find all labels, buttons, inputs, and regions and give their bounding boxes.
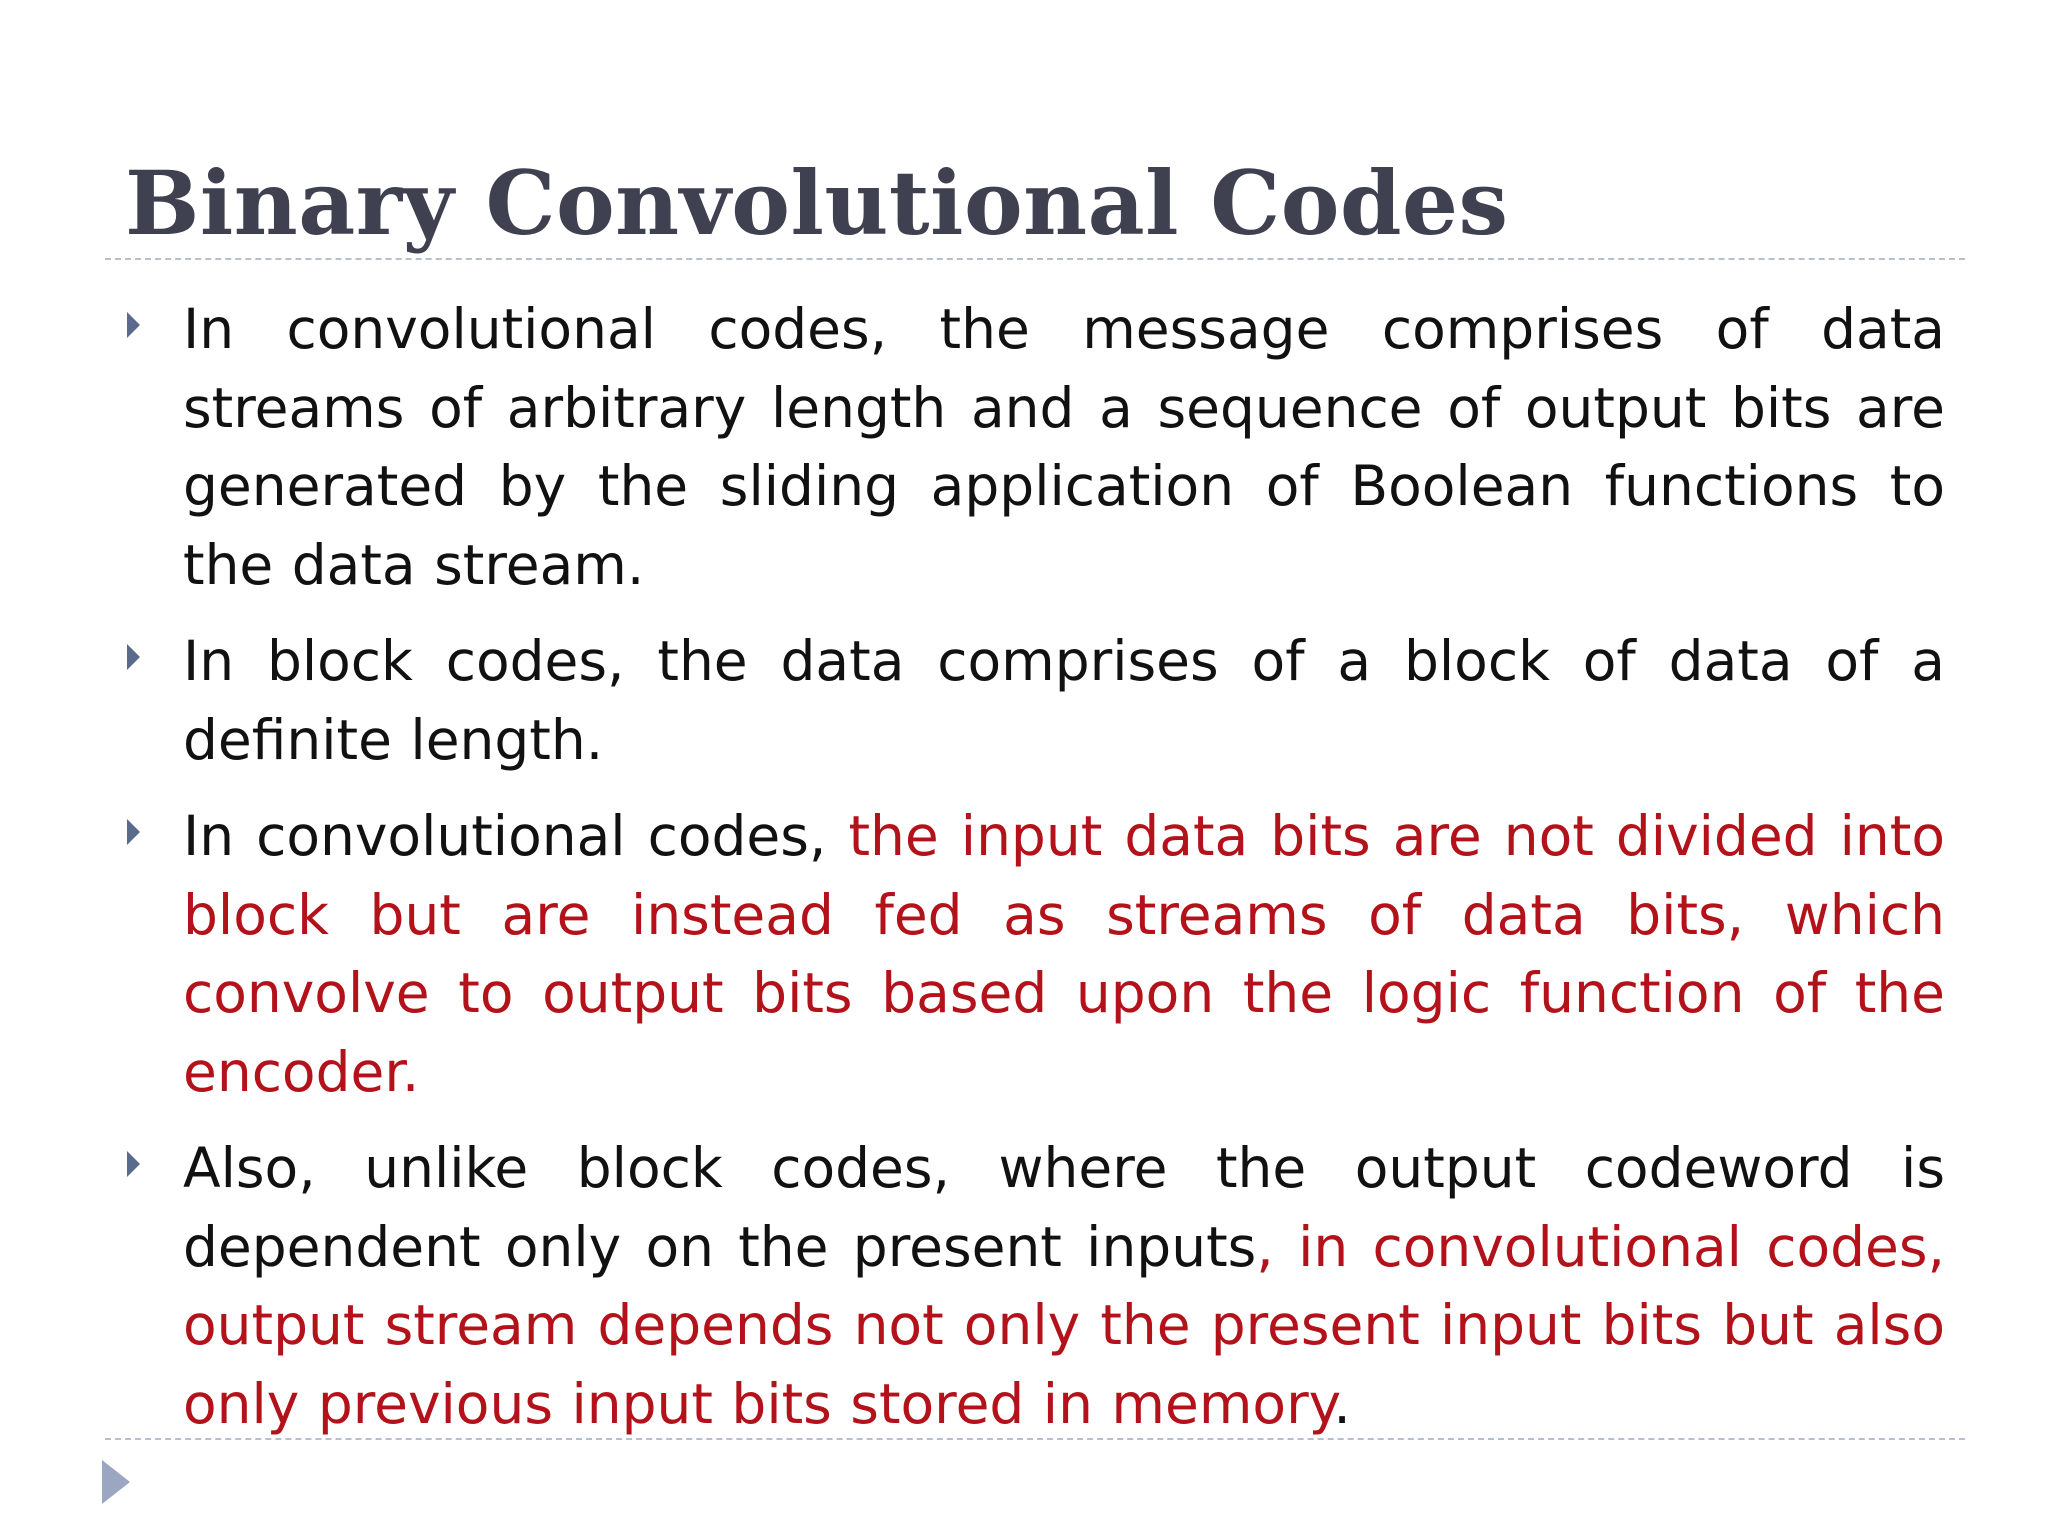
bullet-text: In block codes, the data comprises of a block of data of a definite length. bbox=[183, 629, 1945, 772]
bullet-item-1 bbox=[125, 290, 1945, 604]
bullet-text: In convolutional codes, bbox=[183, 804, 849, 868]
highlighted-text: , in convolutional codes, output stream depends not only the present input bits but also only previous input bits stored in memory bbox=[183, 1214, 1945, 1436]
triangle-right-icon bbox=[127, 312, 140, 338]
bullet-text: In convolutional codes, the message comprises of data streams of arbitrary length and a sequence of output bits are generated by the sliding application of Boolean functions to the data stream. bbox=[183, 297, 1945, 597]
play-arrow-icon[interactable] bbox=[102, 1460, 130, 1504]
bullet-item-2 bbox=[125, 622, 1945, 779]
bullet-text: . bbox=[1333, 1371, 1351, 1436]
title-divider bbox=[105, 258, 1965, 260]
bullet-text: Also, unlike block codes, where the output codeword is dependent only on the present inputs bbox=[183, 1136, 1945, 1279]
triangle-right-icon bbox=[127, 1151, 140, 1177]
triangle-right-icon bbox=[127, 819, 140, 845]
footer-divider bbox=[105, 1438, 1965, 1440]
slide-title: Binary Convolutional Codes bbox=[125, 151, 1509, 255]
bullet-list bbox=[125, 290, 1945, 1461]
triangle-right-icon bbox=[127, 644, 140, 670]
highlighted-text: the input data bits are not divided into block but are instead fed as streams of data bits, which convolve to output bits based upon the logic function of the encoder. bbox=[183, 804, 1945, 1104]
bullet-item-3 bbox=[125, 797, 1945, 1111]
bullet-item-4 bbox=[125, 1129, 1945, 1443]
